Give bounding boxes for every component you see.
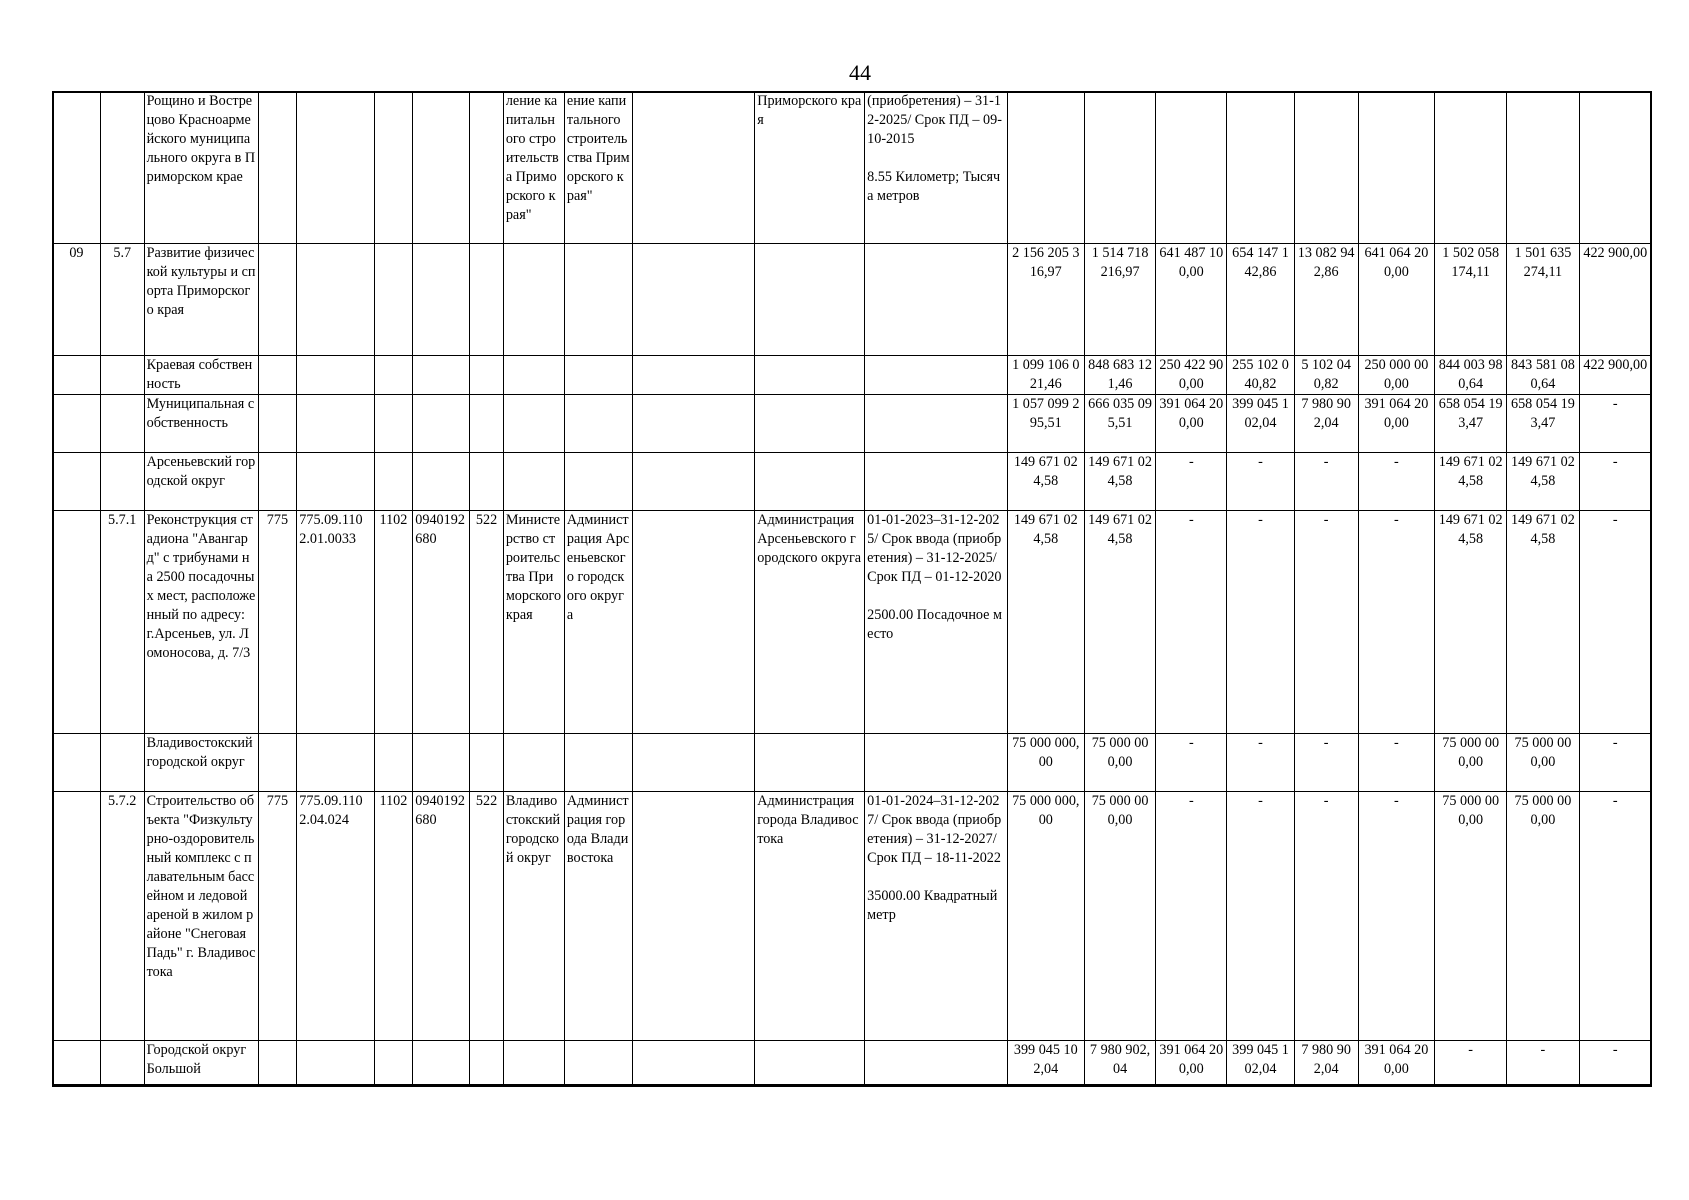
section-cell [374, 395, 413, 453]
regional-2024-cell: - [1294, 734, 1358, 792]
section-cell: 1102 [374, 511, 413, 734]
section-cell: 1102 [374, 792, 413, 1041]
target-article-cell: 0940192680 [413, 511, 470, 734]
table-row [53, 792, 1652, 1041]
total-2025-cell: 149 671 024,58 [1435, 453, 1507, 511]
regional-2025-cell: - [1507, 1041, 1579, 1085]
responsible-cell [503, 453, 564, 511]
customer-cell [564, 244, 632, 356]
responsible-cell: Министерство строительства Приморского края [503, 511, 564, 734]
expense-type-cell: 522 [470, 792, 504, 1041]
name-cell: Владивостокский городской округ [144, 734, 258, 792]
object-code-cell [297, 395, 374, 453]
recipient-cell [755, 244, 865, 356]
recipient-cell [755, 1041, 865, 1085]
regional-2024-cell: 7 980 902,04 [1294, 395, 1358, 453]
total-2025-cell: - [1435, 1041, 1507, 1085]
regional-2025-cell: 75 000 000,00 [1507, 734, 1579, 792]
table-row [53, 453, 1652, 511]
name-cell: Строительство объекта "Физкультурно-оздоровительный комплекс с плавательным бассейном и ледовой ареной в жилом районе "Снеговая Падь" г. Владивостока [144, 792, 258, 1041]
period-capacity-cell [865, 356, 1007, 395]
total-2025-cell: 149 671 024,58 [1435, 511, 1507, 734]
customer-cell [564, 453, 632, 511]
municipal-2024-cell: 641 064 200,00 [1358, 244, 1434, 356]
recipient-cell: Администрация города Владивостока [755, 792, 865, 1041]
object-code-cell [297, 734, 374, 792]
total-2024-cell: - [1227, 734, 1294, 792]
target-article-cell [413, 395, 470, 453]
empty-cell [633, 395, 755, 453]
name-cell: Рощино и Вострецово Красноармейского муниципального округа в Приморском крае [144, 92, 258, 244]
expense-type-cell [470, 1041, 504, 1085]
regional-2024-cell: - [1294, 511, 1358, 734]
total-cell: 75 000 000,00 [1007, 792, 1084, 1041]
regional-total-cell [1084, 92, 1155, 244]
total-cell: 149 671 024,58 [1007, 511, 1084, 734]
value-2025-cell: - [1579, 453, 1651, 511]
gr-cell: 775 [258, 792, 297, 1041]
empty-cell [633, 356, 755, 395]
total-2024-cell: - [1227, 453, 1294, 511]
section-cell [374, 244, 413, 356]
section-cell [374, 734, 413, 792]
name-cell: Муниципальная собственность [144, 395, 258, 453]
object-code-cell [297, 356, 374, 395]
target-article-cell [413, 1041, 470, 1085]
gr-cell [258, 356, 297, 395]
table-row [53, 511, 1652, 734]
spacer [867, 868, 1004, 887]
code-cell: 09 [53, 244, 101, 356]
regional-2025-cell: 149 671 024,58 [1507, 453, 1579, 511]
total-2024-cell: - [1227, 792, 1294, 1041]
period-text: 01-01-2023–31-12-2025/ Срок ввода (приобретения) – 31-12-2025/ Срок ПД – 01-12-2020 [867, 512, 1002, 585]
capacity-text: 2500.00 Посадочное место [867, 607, 1003, 642]
regional-2025-cell: 843 581 080,64 [1507, 356, 1579, 395]
municipal-2024-cell [1358, 92, 1434, 244]
budget-2024-cell [1156, 92, 1227, 244]
expense-type-cell [470, 395, 504, 453]
budget-2024-cell: - [1156, 453, 1227, 511]
object-code-cell [297, 453, 374, 511]
capacity-text: 8.55 Километр; Тысяча метров [867, 169, 1001, 204]
total-2025-cell: 844 003 980,64 [1435, 356, 1507, 395]
section-cell [374, 1041, 413, 1085]
expense-type-cell: 522 [470, 511, 504, 734]
section-number-cell [100, 356, 144, 395]
target-article-cell [413, 244, 470, 356]
recipient-cell [755, 395, 865, 453]
total-2024-cell: - [1227, 511, 1294, 734]
gr-cell [258, 92, 297, 244]
value-2025-cell: - [1579, 511, 1651, 734]
total-2025-cell [1435, 92, 1507, 244]
expense-type-cell [470, 453, 504, 511]
table-row [53, 92, 1652, 244]
total-cell: 2 156 205 316,97 [1007, 244, 1084, 356]
budget-2024-cell: - [1156, 511, 1227, 734]
regional-total-cell: 75 000 000,00 [1084, 734, 1155, 792]
section-number-cell: 5.7 [100, 244, 144, 356]
recipient-cell [755, 734, 865, 792]
spacer [867, 587, 1004, 606]
customer-cell [564, 1041, 632, 1085]
total-cell: 75 000 000,00 [1007, 734, 1084, 792]
recipient-cell: Приморского края [755, 92, 865, 244]
empty-cell [633, 453, 755, 511]
table-row [53, 356, 1652, 395]
total-2024-cell: 399 045 102,04 [1227, 395, 1294, 453]
code-cell [53, 1041, 101, 1085]
customer-cell: Администрация города Владивостока [564, 792, 632, 1041]
object-code-cell [297, 244, 374, 356]
regional-total-cell: 666 035 095,51 [1084, 395, 1155, 453]
total-cell: 1 057 099 295,51 [1007, 395, 1084, 453]
total-cell [1007, 92, 1084, 244]
total-2024-cell [1227, 92, 1294, 244]
section-number-cell [100, 395, 144, 453]
object-code-cell: 775.09.1102.01.0033 [297, 511, 374, 734]
budget-2024-cell: 391 064 200,00 [1156, 1041, 1227, 1085]
period-capacity-cell [865, 734, 1007, 792]
empty-cell [633, 734, 755, 792]
object-code-cell [297, 92, 374, 244]
period-text: (приобретения) – 31-12-2025/ Срок ПД – 09-10-2015 [867, 93, 1002, 147]
responsible-cell: ление капитального строительства Приморского края" [503, 92, 564, 244]
code-cell [53, 734, 101, 792]
recipient-cell [755, 453, 865, 511]
code-cell [53, 453, 101, 511]
section-number-cell [100, 1041, 144, 1085]
regional-2024-cell: 5 102 040,82 [1294, 356, 1358, 395]
empty-cell [633, 511, 755, 734]
budget-2024-cell: 250 422 900,00 [1156, 356, 1227, 395]
target-article-cell: 0940192680 [413, 792, 470, 1041]
empty-cell [633, 92, 755, 244]
recipient-cell: Администрация Арсеньевского городского округа [755, 511, 865, 734]
value-2025-cell: - [1579, 395, 1651, 453]
code-cell [53, 792, 101, 1041]
section-number-cell: 5.7.2 [100, 792, 144, 1041]
empty-cell [633, 1041, 755, 1085]
customer-cell: ение капитального строительства Приморского края" [564, 92, 632, 244]
code-cell [53, 511, 101, 734]
name-cell: Краевая собственность [144, 356, 258, 395]
expense-type-cell [470, 244, 504, 356]
gr-cell [258, 244, 297, 356]
responsible-cell [503, 356, 564, 395]
regional-2025-cell: 1 501 635 274,11 [1507, 244, 1579, 356]
customer-cell [564, 356, 632, 395]
responsible-cell [503, 244, 564, 356]
value-2025-cell: - [1579, 1041, 1651, 1085]
section-number-cell: 5.7.1 [100, 511, 144, 734]
regional-total-cell: 75 000 000,00 [1084, 792, 1155, 1041]
spacer [867, 149, 1004, 168]
value-2025-cell: 422 900,00 [1579, 244, 1651, 356]
name-cell: Реконструкция стадиона "Авангард" с трибунами на 2500 посадочных мест, расположенный по адресу: г.Арсеньев, ул. Ломоносова, д. 7/3 [144, 511, 258, 734]
code-cell [53, 395, 101, 453]
regional-2024-cell: 13 082 942,86 [1294, 244, 1358, 356]
total-cell: 1 099 106 021,46 [1007, 356, 1084, 395]
municipal-2024-cell: 250 000 000,00 [1358, 356, 1434, 395]
capacity-text: 35000.00 Квадратный метр [867, 888, 998, 923]
target-article-cell [413, 92, 470, 244]
responsible-cell [503, 395, 564, 453]
period-capacity-cell [865, 1041, 1007, 1085]
gr-cell [258, 453, 297, 511]
budget-2024-cell: 641 487 100,00 [1156, 244, 1227, 356]
empty-cell [633, 244, 755, 356]
page-number: 44 [849, 60, 871, 85]
budget-table [52, 91, 1652, 1085]
gr-cell [258, 1041, 297, 1085]
table-row [53, 395, 1652, 453]
value-2025-cell: - [1579, 734, 1651, 792]
gr-cell [258, 734, 297, 792]
budget-2024-cell: - [1156, 792, 1227, 1041]
section-number-cell [100, 453, 144, 511]
code-cell [53, 356, 101, 395]
regional-2025-cell: 658 054 193,47 [1507, 395, 1579, 453]
expense-type-cell [470, 356, 504, 395]
responsible-cell [503, 734, 564, 792]
regional-total-cell: 149 671 024,58 [1084, 511, 1155, 734]
expense-type-cell [470, 92, 504, 244]
municipal-2024-cell: 391 064 200,00 [1358, 395, 1434, 453]
value-2025-cell: 422 900,00 [1579, 356, 1651, 395]
period-capacity-cell [865, 792, 1007, 1041]
total-2025-cell: 75 000 000,00 [1435, 734, 1507, 792]
section-cell [374, 356, 413, 395]
table-row [53, 244, 1652, 356]
section-cell [374, 453, 413, 511]
regional-2025-cell: 149 671 024,58 [1507, 511, 1579, 734]
municipal-2024-cell: - [1358, 734, 1434, 792]
regional-total-cell: 149 671 024,58 [1084, 453, 1155, 511]
target-article-cell [413, 734, 470, 792]
responsible-cell [503, 1041, 564, 1085]
period-capacity-cell [865, 244, 1007, 356]
regional-2025-cell: 75 000 000,00 [1507, 792, 1579, 1041]
customer-cell [564, 734, 632, 792]
budget-2024-cell: - [1156, 734, 1227, 792]
name-cell: Городской округ Большой [144, 1041, 258, 1085]
regional-total-cell: 848 683 121,46 [1084, 356, 1155, 395]
value-2025-cell: - [1579, 792, 1651, 1041]
section-number-cell [100, 92, 144, 244]
responsible-cell: Владивостокский городской округ [503, 792, 564, 1041]
municipal-2024-cell: - [1358, 792, 1434, 1041]
regional-2024-cell: 7 980 902,04 [1294, 1041, 1358, 1085]
expense-type-cell [470, 734, 504, 792]
value-2025-cell [1579, 92, 1651, 244]
total-2025-cell: 75 000 000,00 [1435, 792, 1507, 1041]
municipal-2024-cell: - [1358, 511, 1434, 734]
target-article-cell [413, 356, 470, 395]
period-text: 01-01-2024–31-12-2027/ Срок ввода (приобретения) – 31-12-2027/ Срок ПД – 18-11-2022 [867, 793, 1002, 866]
object-code-cell [297, 1041, 374, 1085]
period-capacity-cell [865, 395, 1007, 453]
total-2024-cell: 654 147 142,86 [1227, 244, 1294, 356]
budget-2024-cell: 391 064 200,00 [1156, 395, 1227, 453]
target-article-cell [413, 453, 470, 511]
period-capacity-cell [865, 511, 1007, 734]
period-capacity-cell [865, 453, 1007, 511]
regional-2024-cell [1294, 92, 1358, 244]
section-number-cell [100, 734, 144, 792]
regional-2025-cell [1507, 92, 1579, 244]
name-cell: Арсеньевский городской округ [144, 453, 258, 511]
municipal-2024-cell: - [1358, 453, 1434, 511]
name-cell: Развитие физической культуры и спорта Приморского края [144, 244, 258, 356]
regional-2024-cell: - [1294, 792, 1358, 1041]
regional-total-cell: 1 514 718 216,97 [1084, 244, 1155, 356]
total-2025-cell: 1 502 058 174,11 [1435, 244, 1507, 356]
code-cell [53, 92, 101, 244]
total-cell: 399 045 102,04 [1007, 1041, 1084, 1085]
total-2024-cell: 399 045 102,04 [1227, 1041, 1294, 1085]
table-row [53, 734, 1652, 792]
total-2024-cell: 255 102 040,82 [1227, 356, 1294, 395]
customer-cell: Администрация Арсеньевского городского округа [564, 511, 632, 734]
section-cell [374, 92, 413, 244]
table-body [53, 92, 1652, 1085]
recipient-cell [755, 356, 865, 395]
gr-cell [258, 395, 297, 453]
table-row [53, 1041, 1652, 1085]
period-capacity-cell [865, 92, 1007, 244]
regional-2024-cell: - [1294, 453, 1358, 511]
customer-cell [564, 395, 632, 453]
empty-cell [633, 792, 755, 1041]
municipal-2024-cell: 391 064 200,00 [1358, 1041, 1434, 1085]
regional-total-cell: 7 980 902,04 [1084, 1041, 1155, 1085]
total-2025-cell: 658 054 193,47 [1435, 395, 1507, 453]
gr-cell: 775 [258, 511, 297, 734]
object-code-cell: 775.09.1102.04.024 [297, 792, 374, 1041]
total-cell: 149 671 024,58 [1007, 453, 1084, 511]
